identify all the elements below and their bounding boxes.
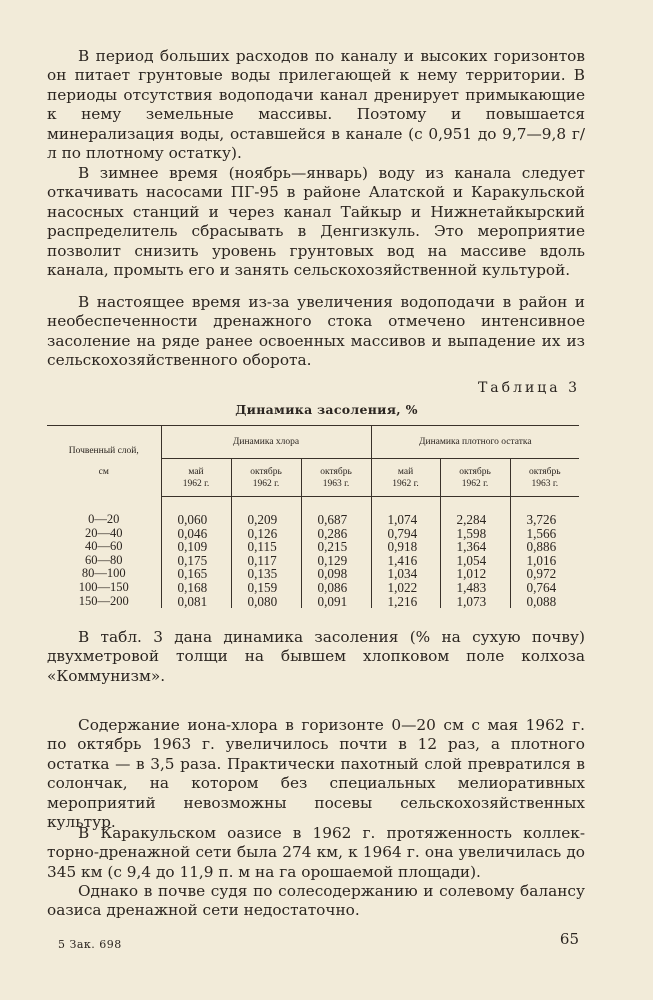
- subheader-chlorine-oct-1962: октябрь 1962 г.: [231, 459, 301, 497]
- residue-group-header: Динамика плотного остатка: [371, 426, 579, 459]
- cell-layer: 150—200: [78, 593, 129, 608]
- table-row: [47, 595, 579, 609]
- cell-value: 1,216: [371, 595, 440, 609]
- cell-layer: 80—100: [81, 566, 126, 581]
- cell-value: 3,726: [510, 513, 579, 527]
- printer-signature: 5 Зак. 698: [58, 938, 122, 951]
- cell-value: 1,034: [371, 567, 440, 581]
- cell-value: 0,168: [161, 581, 231, 595]
- table-row: [47, 581, 579, 595]
- cell-value: 0,086: [301, 581, 371, 595]
- cell-value: 0,972: [510, 567, 579, 581]
- table-row: [47, 567, 579, 581]
- paragraph-canal-groundwater: В период больших расходов по каналу и высоких горизонтов он питает грунтовые воды прилегающей к нему территории. В периоды отсутствия водоподачи канал дренирует примыкающие к нему земельные массивы. Поэтому и повышается минерализация воды, оставшейся в канале (с 0,951 до 9,7—9,8 г/л по плотному остатку).: [47, 47, 585, 163]
- table-row: [47, 527, 579, 541]
- cell-value: 0,794: [371, 527, 440, 541]
- cell-value: 1,416: [371, 554, 440, 568]
- cell-value: 1,012: [440, 567, 510, 581]
- table-row: [47, 540, 579, 554]
- cell-value: 0,080: [231, 595, 301, 609]
- paragraph-winter-pumping: В зимнее время (ноябрь—январь) воду из канала следует откачивать насосами ПГ-95 в районе Алатской и Каракульской насосных станций и через канал Тайкыр и Нижнетайкырский распределитель сбрасывать в Денгизкуль. Это мероприятие позволит снизить уровень грунтовых вод на массиве вдоль канала, промыть его и занять сельскохозяйственной культурой.: [47, 164, 585, 280]
- cell-value: 0,081: [161, 595, 231, 609]
- cell-value: 1,598: [440, 527, 510, 541]
- cell-value: 1,022: [371, 581, 440, 595]
- cell-value: 1,364: [440, 540, 510, 554]
- cell-value: 1,016: [510, 554, 579, 568]
- paragraph-drainage-insufficient: Однако в почве судя по солесодержанию и солевому балансу оазиса дренажной сети недостаточно.: [47, 882, 585, 920]
- table-title: Динамика засоления, %: [235, 402, 418, 417]
- cell-value: 0,126: [231, 527, 301, 541]
- cell-value: 1,074: [371, 513, 440, 527]
- paragraph-salinization: В настоящее время из-за увеличения водоподачи в район и необеспеченности дренажного стока отмечено интенсивное засоление на ряде ранее освоенных массивов и выпадение их из сельскохозяйственного оборота.: [47, 293, 585, 370]
- cell-value: 0,129: [301, 554, 371, 568]
- cell-value: 0,135: [231, 567, 301, 581]
- cell-value: 0,165: [161, 567, 231, 581]
- cell-layer: 0—20: [88, 512, 120, 526]
- layer-unit: см: [98, 466, 109, 477]
- table-row: [47, 554, 579, 568]
- table-spacer: [47, 497, 579, 514]
- cell-value: 0,091: [301, 595, 371, 609]
- salinization-table: [47, 425, 579, 608]
- cell-value: 0,286: [301, 527, 371, 541]
- cell-value: 0,175: [161, 554, 231, 568]
- table-row: [47, 513, 579, 527]
- chlorine-group-header: Динамика хлора: [161, 426, 371, 459]
- cell-value: 0,764: [510, 581, 579, 595]
- cell-value: 0,886: [510, 540, 579, 554]
- page-number: 65: [559, 930, 579, 948]
- subheader-residue-oct-1962: октябрь 1962 г.: [440, 459, 510, 497]
- subheader-chlorine-may-1962: май 1962 г.: [161, 459, 231, 497]
- cell-layer: 60—80: [85, 552, 123, 567]
- cell-value: 1,483: [440, 581, 510, 595]
- cell-value: 0,098: [301, 567, 371, 581]
- cell-value: 0,046: [161, 527, 231, 541]
- subheader-residue-may-1962: май 1962 г.: [371, 459, 440, 497]
- cell-value: 2,284: [440, 513, 510, 527]
- layer-header-text: Почвенный слой,: [68, 445, 139, 456]
- cell-value: 1,054: [440, 554, 510, 568]
- cell-layer: 100—150: [78, 579, 129, 594]
- table-label: Таблица 3: [477, 380, 580, 396]
- subheader-chlorine-oct-1963: октябрь 1963 г.: [301, 459, 371, 497]
- cell-layer: 20—40: [85, 525, 123, 540]
- paragraph-chlorine-increase: Содержание иона-хлора в горизонте 0—20 см с мая 1962 г. по октябрь 1963 г. увеличилось почти в 12 раз, а плотного остатка — в 3,5 раза. Практически пахотный слой превратился в солончак, на котором без специальных мелиоративных мероприятий невозможны посевы сельскохозяйственных культур.: [47, 716, 585, 832]
- cell-value: 0,209: [231, 513, 301, 527]
- cell-value: 0,109: [161, 540, 231, 554]
- cell-value: 0,060: [161, 513, 231, 527]
- cell-value: 0,918: [371, 540, 440, 554]
- subheader-residue-oct-1963: октябрь 1963 г.: [510, 459, 579, 497]
- paragraph-table-description: В табл. 3 дана динамика засоления (% на сухую почву) двухметровой толщи на бывшем хлопковом поле колхоза «Коммунизм».: [47, 628, 585, 685]
- cell-value: 0,117: [231, 554, 301, 568]
- paragraph-drainage-network: В Каракульском оазисе в 1962 г. протяженность коллекторно-дренажной сети была 274 км, к 1964 г. она увеличилась до 345 км (с 9,4 до 11,9 п. м на га орошаемой площади).: [47, 824, 585, 881]
- cell-value: 0,159: [231, 581, 301, 595]
- cell-value: 0,687: [301, 513, 371, 527]
- cell-value: 0,215: [301, 540, 371, 554]
- cell-value: 1,566: [510, 527, 579, 541]
- cell-value: 0,088: [510, 595, 579, 609]
- cell-value: 1,073: [440, 595, 510, 609]
- cell-layer: 40—60: [85, 539, 123, 554]
- cell-value: 0,115: [231, 540, 301, 554]
- layer-header: [47, 426, 161, 497]
